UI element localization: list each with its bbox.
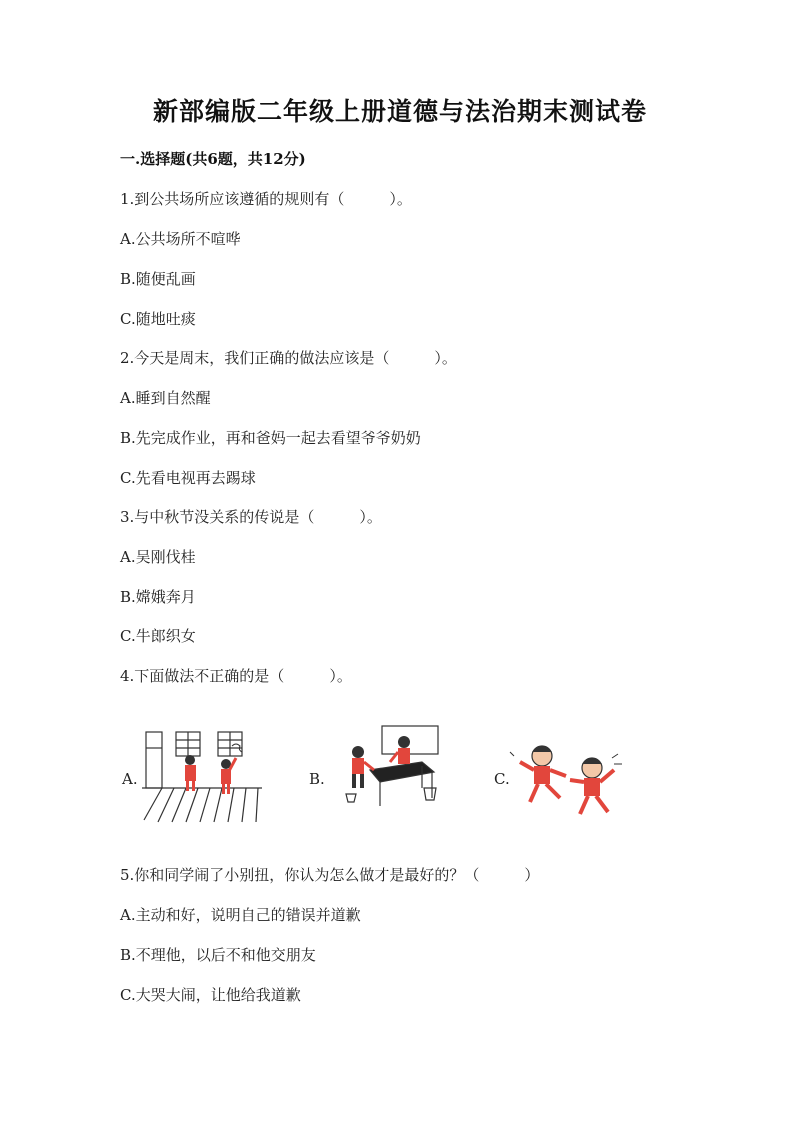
children-fighting-drawing <box>508 738 628 820</box>
question-2-option-b: B.先完成作业，再和爸妈一起去看望爷爷奶奶 <box>120 429 421 447</box>
question-4-option-c-label: C. <box>494 770 510 788</box>
question-3-stem: 3.与中秋节没关系的传说是（ ）。 <box>120 508 382 526</box>
children-cleaning-desk-drawing <box>330 722 442 814</box>
question-1-option-c: C.随地吐痰 <box>120 310 196 328</box>
question-5-option-c: C.大哭大闹，让他给我道歉 <box>120 986 301 1004</box>
question-5-stem: 5.你和同学闹了小别扭，你认为怎么做才是最好的？（ ） <box>120 866 540 884</box>
question-4-option-b-label: B. <box>309 770 325 788</box>
question-4-option-a-label: A. <box>122 770 138 788</box>
question-3-option-b: B.嫦娥奔月 <box>120 588 196 606</box>
question-1-stem: 1.到公共场所应该遵循的规则有（ ）。 <box>120 190 412 208</box>
question-5-option-b: B.不理他，以后不和他交朋友 <box>120 946 316 964</box>
question-3-option-a: A.吴刚伐桂 <box>120 548 196 566</box>
question-3-option-c: C.牛郎织女 <box>120 627 196 645</box>
question-2-stem: 2.今天是周末，我们正确的做法应该是（ ）。 <box>120 349 457 367</box>
question-5-option-a: A.主动和好，说明自己的错误并道歉 <box>120 906 361 924</box>
question-2-option-c: C.先看电视再去踢球 <box>120 469 256 487</box>
question-2-option-a: A.睡到自然醒 <box>120 389 211 407</box>
question-1-option-b: B.随便乱画 <box>120 270 196 288</box>
section-heading: 一.选择题(共6题，共12分) <box>120 150 306 168</box>
question-4-stem: 4.下面做法不正确的是（ ）。 <box>120 667 352 685</box>
page-title: 新部编版二年级上册道德与法治期末测试卷 <box>152 97 647 126</box>
children-writing-on-wall-drawing <box>140 726 266 826</box>
question-1-option-a: A.公共场所不喧哗 <box>120 230 241 248</box>
